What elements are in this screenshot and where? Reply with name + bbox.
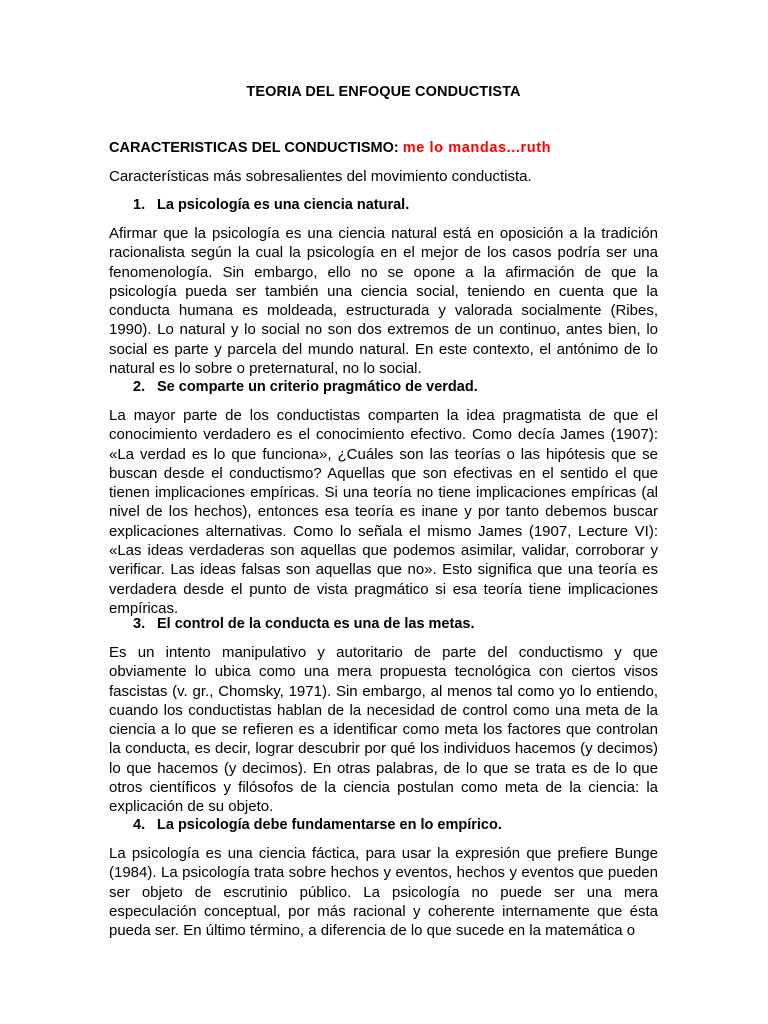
section-heading — [109, 140, 658, 156]
intro-text: Características más sobresalientes del movimiento conductista. — [109, 168, 532, 185]
item-4-heading-text: La psicología debe fundamentarse en lo empírico. — [157, 817, 502, 833]
item-4-heading — [133, 817, 653, 833]
item-3-heading-text: El control de la conducta es una de las metas. — [157, 616, 475, 632]
item-2-number: 2. — [133, 379, 146, 395]
item-4-paragraph: La psicología es una ciencia fáctica, para usar la expresión que prefiere Bunge (1984). La psicología trata sobre hechos y eventos, hechos y eventos que pueden ser objeto de escrutinio público. La psicología no puede ser una mera especulación conceptual, por más racional y coherente internamente que ésta pueda ser. En último término, a diferencia de lo que sucede en la matemática o — [109, 845, 658, 940]
section-heading-label: CARACTERISTICAS DEL CONDUCTISMO: — [109, 140, 399, 156]
item-4-number: 4. — [133, 817, 146, 833]
item-2-paragraph: La mayor parte de los conductistas comparten la idea pragmatista de que el conocimiento verdadero es el conocimiento efectivo. Como decía James (1907): «La verdad es lo que funciona», ¿Cuáles son las teorías o las hipótesis que se buscan desde el conductismo? Aquellas que son efectivas en el sentido el que tienen implicaciones empíricas. Si una teoría no tiene implicaciones empíricas (al nivel de los hechos), entonces esa teoría es inane y por tanto debemos buscar explicaciones alternativas. Como lo señala el mismo James (1907, Lecture VI): «Las ideas verdaderas son aquellas que podemos asimilar, validar, corroborar y verificar. Las ideas falsas son aquellas que no». Esto significa que una teoría es verdadera desde el punto de vista pragmático si esa teoría tiene implicaciones empíricas. — [109, 407, 658, 617]
item-3-heading — [133, 616, 653, 632]
item-1-heading — [133, 197, 653, 213]
section-highlight: me lo mandas...ruth — [402, 140, 552, 156]
item-1-number: 1. — [133, 197, 146, 213]
document-title: TEORIA DEL ENFOQUE CONDUCTISTA — [246, 84, 521, 100]
item-2-heading — [133, 379, 653, 395]
item-1-paragraph: Afirmar que la psicología es una ciencia natural está en oposición a la tradición racionalista según la cual la psicología en el mejor de los casos podría ser una fenomenología. Sin embargo, ello no se opone a la afirmación de que la psicología pueda ser también una ciencia social, teniendo en cuenta que la conducta humana es moldeada, estructurada y valorada socialmente (Ribes, 1990). Lo natural y lo social no son dos extremos de un continuo, antes bien, lo social es parte y parcela del mundo natural. En este contexto, el antónimo de lo natural es lo sobre o preternatural, no lo social. — [109, 225, 658, 378]
item-3-number: 3. — [133, 616, 146, 632]
item-1-heading-text: La psicología es una ciencia natural. — [157, 197, 410, 213]
item-3-paragraph: Es un intento manipulativo y autoritario de parte del conductismo y que obviamente lo ubica como una mera propuesta tecnológica con ciertos visos fascistas (v. gr., Chomsky, 1971). Sin embargo, al menos tal como yo lo entiendo, cuando los conductistas hablan de la necesidad de control como una meta de la ciencia a lo que se refieren es a identificar como meta los factores que controlan la conducta, es decir, lograr descubrir por qué los individuos hacemos (y decimos) lo que hacemos (y decimos). En otras palabras, de lo que se trata es de lo que otros científicos y filósofos de la ciencia postulan como meta de la ciencia: la explicación de su objeto. — [109, 644, 658, 816]
item-2-heading-text: Se comparte un criterio pragmático de verdad. — [157, 379, 478, 395]
